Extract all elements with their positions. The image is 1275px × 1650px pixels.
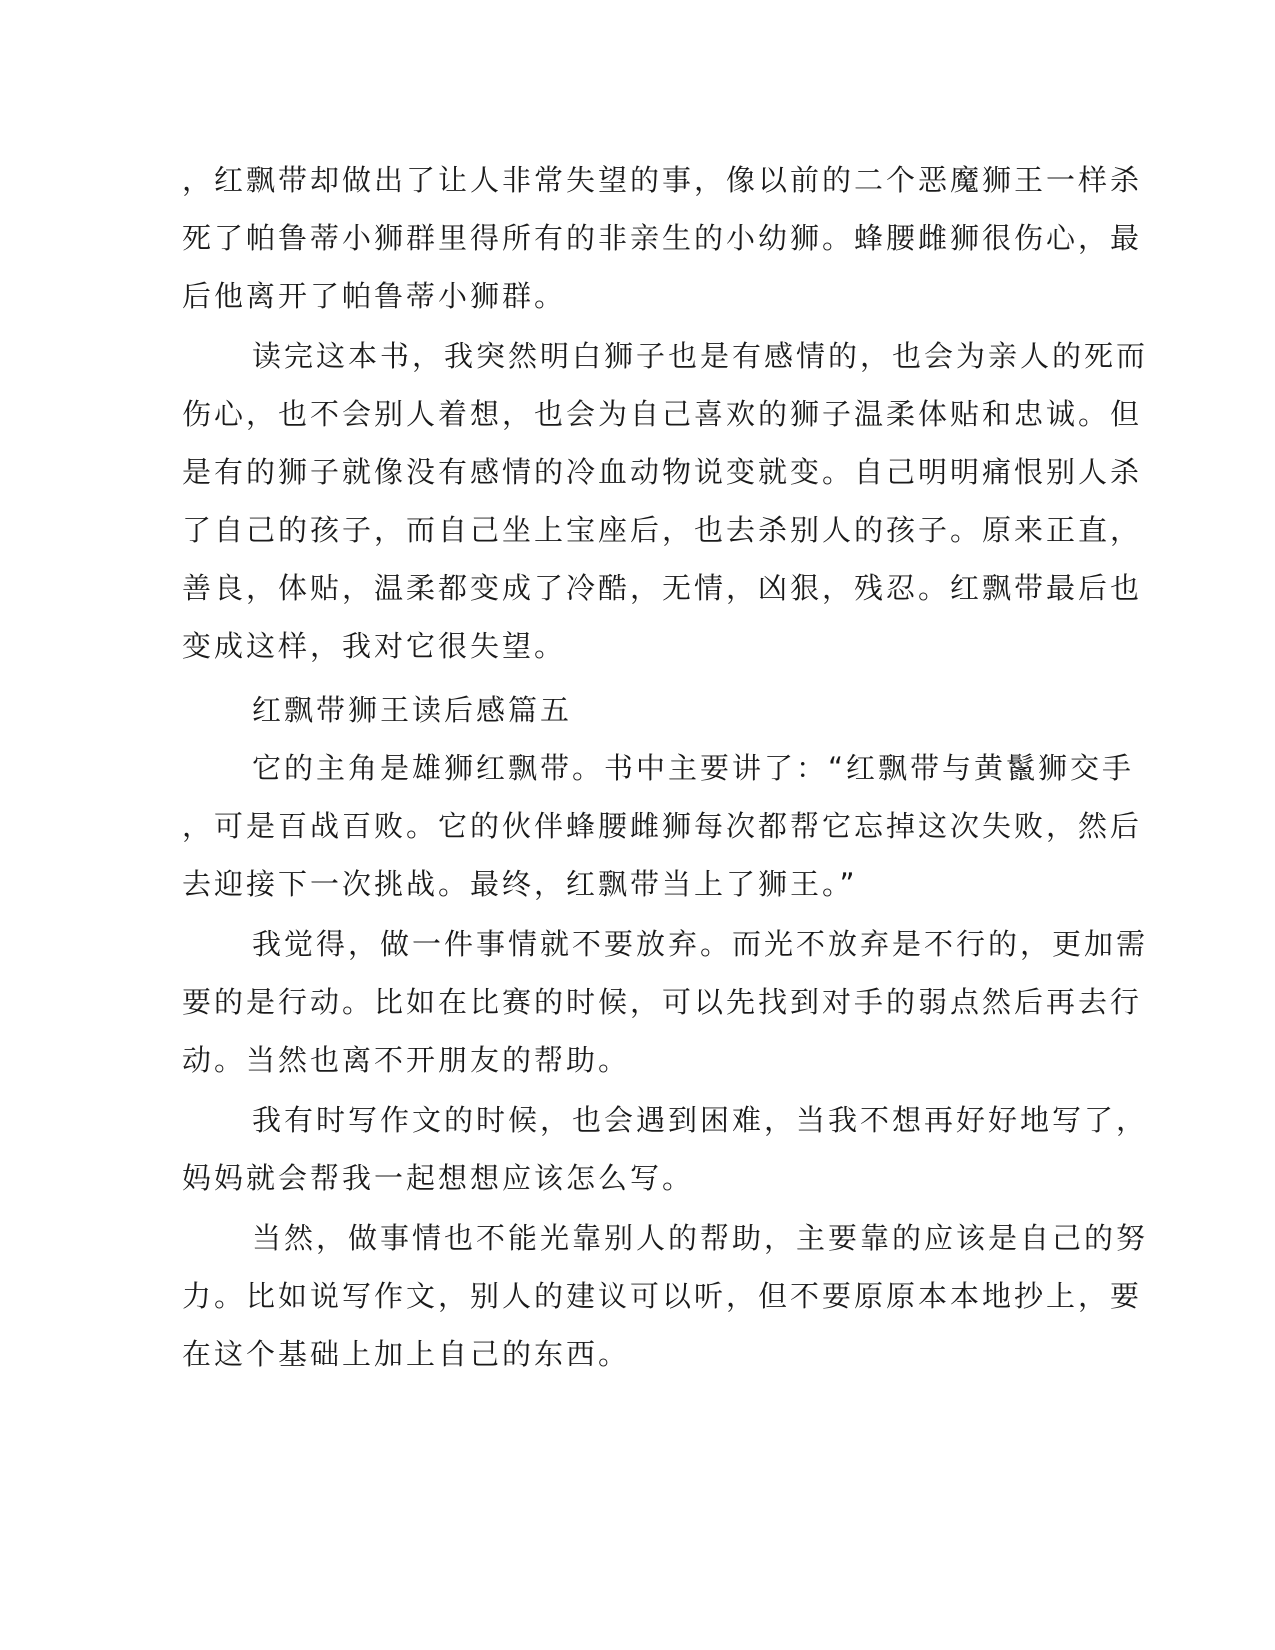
text-line: 变成这样，我对它很失望。: [182, 629, 567, 663]
text-line: 伤心，也不会别人着想，也会为自己喜欢的狮子温柔体贴和忠诚。但: [182, 397, 1143, 431]
text-line: 力。比如说写作文，别人的建议可以听，但不要原原本本地抄上，要: [182, 1279, 1143, 1313]
paragraph-start-line: 我觉得，做一件事情就不要放弃。而光不放弃是不行的，更加需: [252, 927, 1149, 961]
paragraph-start-line: 读完这本书，我突然明白狮子也是有感情的，也会为亲人的死而: [252, 339, 1149, 373]
text-line: 死了帕鲁蒂小狮群里得所有的非亲生的小幼狮。蜂腰雌狮很伤心，最: [182, 221, 1143, 255]
text-line: ，可是百战百败。它的伙伴蜂腰雌狮每次都帮它忘掉这次失败，然后: [182, 809, 1143, 843]
paragraph-start-line: 当然，做事情也不能光靠别人的帮助，主要靠的应该是自己的努: [252, 1221, 1149, 1255]
text-line: 要的是行动。比如在比赛的时候，可以先找到对手的弱点然后再去行: [182, 985, 1143, 1019]
paragraph-start-line: 我有时写作文的时候，也会遇到困难，当我不想再好好地写了，: [252, 1103, 1149, 1137]
text-line: 善良，体贴，温柔都变成了冷酷，无情，凶狠，残忍。红飘带最后也: [182, 571, 1143, 605]
text-line: ，红飘带却做出了让人非常失望的事，像以前的二个恶魔狮王一样杀: [182, 163, 1143, 197]
text-line: 是有的狮子就像没有感情的冷血动物说变就变。自己明明痛恨别人杀: [182, 455, 1143, 489]
text-line: 后他离开了帕鲁蒂小狮群。: [182, 279, 567, 313]
text-line: 在这个基础上加上自己的东西。: [182, 1337, 631, 1371]
text-line: 动。当然也离不开朋友的帮助。: [182, 1043, 631, 1077]
text-line: 妈妈就会帮我一起想想应该怎么写。: [182, 1161, 695, 1195]
paragraph-start-line: 它的主角是雄狮红飘带。书中主要讲了：“红飘带与黄鬣狮交手: [252, 751, 1135, 785]
text-line: 去迎接下一次挑战。最终，红飘带当上了狮王。”: [182, 867, 858, 901]
text-line: 了自己的孩子，而自己坐上宝座后，也去杀别人的孩子。原来正直，: [182, 513, 1143, 547]
section-heading: 红飘带狮王读后感篇五: [252, 693, 573, 727]
